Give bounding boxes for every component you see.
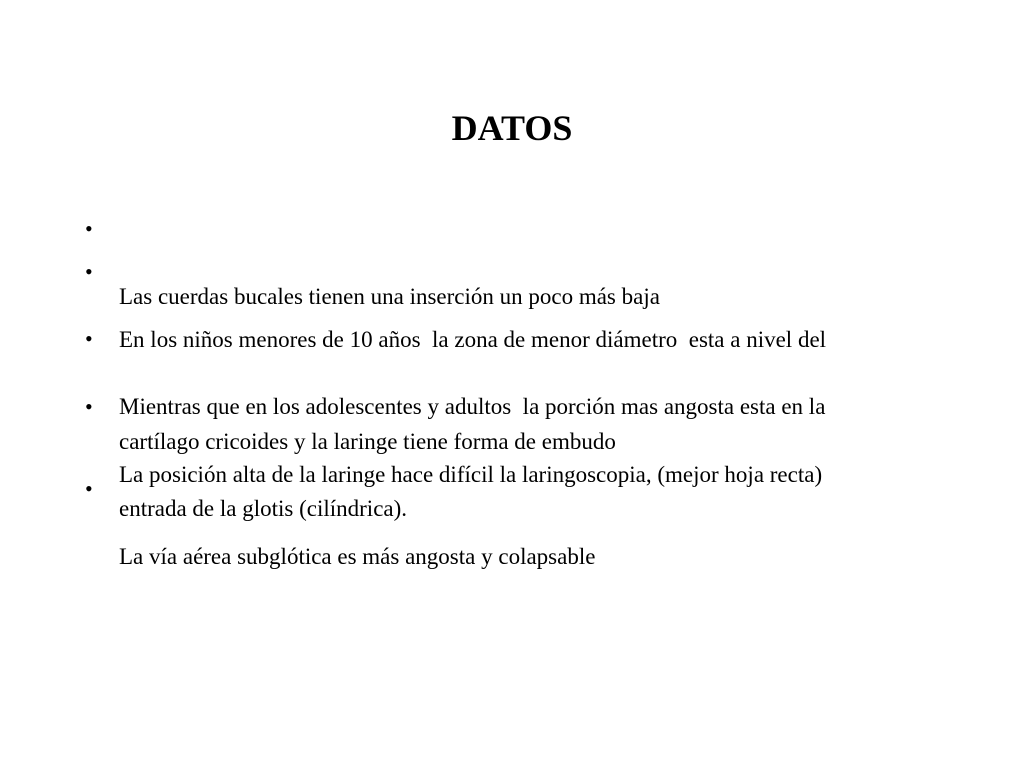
bullet-line: cartílago cricoides y la laringe tiene forma de embudo <box>119 429 616 454</box>
bullet-line: entrada de la glotis (cilíndrica). <box>119 496 408 521</box>
bullet-line: Mientras que en los adolescentes y adultos la porción mas angosta esta en la <box>119 394 826 419</box>
bullet-dot-icon: • <box>85 216 93 241</box>
bullet-line: En los niños menores de 10 años la zona de menor diámetro esta a nivel del <box>119 327 827 352</box>
bullet-text <box>119 472 919 642</box>
bullet-dot-icon: • <box>85 326 93 351</box>
bullet-dot-icon: • <box>85 476 93 501</box>
bullet-line: Las cuerdas bucales tienen una inserción un poco más baja <box>119 284 660 309</box>
bullet-line: La vía aérea subglótica es más angosta y colapsable <box>119 544 596 569</box>
bullet-line: La posición alta de la laringe hace difícil la laringoscopia, (mejor hoja recta) <box>119 462 823 487</box>
slide-title: DATOS <box>451 108 573 148</box>
bullet-dot-icon: • <box>85 394 93 419</box>
bullet-dot-icon: • <box>85 259 93 284</box>
